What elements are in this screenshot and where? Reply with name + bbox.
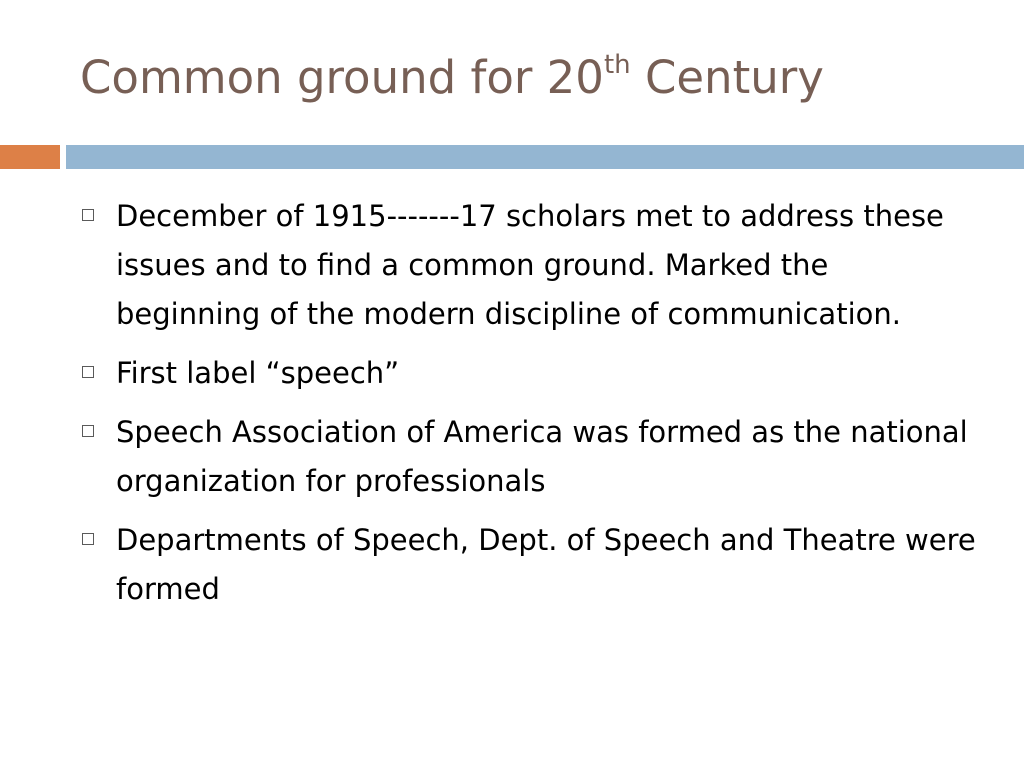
square-bullet-icon (82, 425, 94, 437)
bullet-item (80, 192, 980, 339)
bullet-text: First label “speech” (116, 356, 400, 390)
title-suffix: Century (630, 51, 824, 104)
accent-bar-orange (0, 145, 60, 169)
bullet-text: Speech Association of America was formed as the national organization for professionals (116, 415, 968, 498)
bullet-text: December of 1915-------17 scholars met to address these issues and to find a common ground. Marked the beginning of the modern discipline of communication. (116, 199, 944, 331)
bullet-item (80, 516, 980, 614)
bullet-list (80, 192, 980, 624)
square-bullet-icon (82, 366, 94, 378)
bullet-text: Departments of Speech, Dept. of Speech and Theatre were formed (116, 523, 976, 606)
accent-bar-blue (66, 145, 1024, 169)
bullet-item (80, 349, 980, 398)
title-superscript: th (603, 50, 631, 80)
title-text: Common ground for 20 (80, 51, 604, 104)
square-bullet-icon (82, 533, 94, 545)
slide-title (80, 52, 824, 104)
bullet-item (80, 408, 980, 506)
square-bullet-icon (82, 209, 94, 221)
